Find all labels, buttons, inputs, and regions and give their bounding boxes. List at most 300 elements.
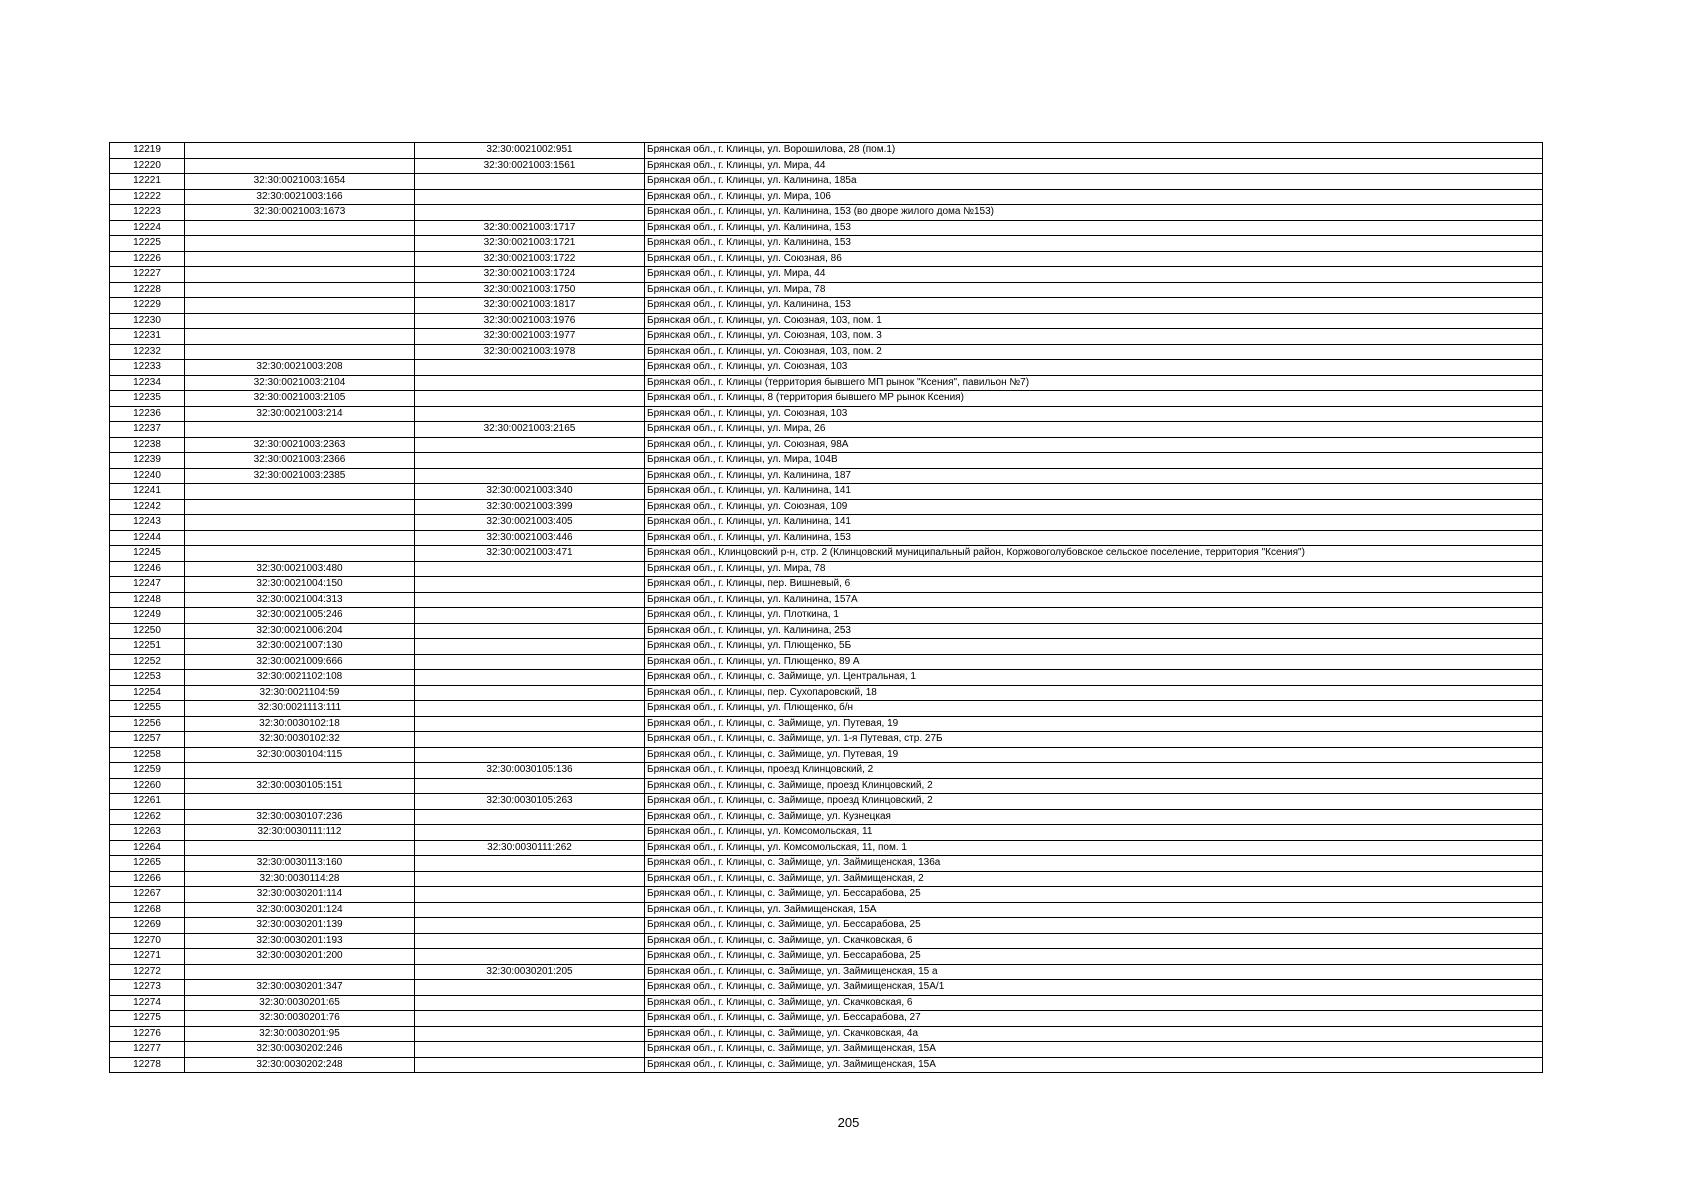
row-number-cell: 12250 [110,623,185,639]
table-row [110,732,1543,748]
row-number-cell: 12276 [110,1026,185,1042]
row-number-cell: 12246 [110,561,185,577]
table-row [110,778,1543,794]
premises-cadastral-number-cell [415,360,645,376]
table-row [110,639,1543,655]
cadastral-number-cell: 32:30:0030104:115 [185,747,415,763]
premises-cadastral-number-cell [415,1011,645,1027]
table-row [110,205,1543,221]
row-number-cell: 12236 [110,406,185,422]
cadastral-number-cell: 32:30:0030102:18 [185,716,415,732]
cadastral-number-cell [185,158,415,174]
premises-cadastral-number-cell: 32:30:0021003:1977 [415,329,645,345]
premises-cadastral-number-cell [415,933,645,949]
cadastral-number-cell [185,763,415,779]
row-number-cell: 12237 [110,422,185,438]
premises-cadastral-number-cell: 32:30:0021003:1724 [415,267,645,283]
table-row [110,794,1543,810]
address-cell: Брянская обл., г. Клинцы, пер. Сухопаровский, 18 [645,685,1543,701]
table-row [110,871,1543,887]
premises-cadastral-number-cell [415,856,645,872]
row-number-cell: 12258 [110,747,185,763]
table-row [110,840,1543,856]
table-row [110,515,1543,531]
table-row [110,391,1543,407]
table-row [110,267,1543,283]
address-cell: Брянская обл., г. Клинцы, с. Займище, ул. Бессарабова, 25 [645,918,1543,934]
address-cell: Брянская обл., г. Клинцы, ул. Союзная, 98А [645,437,1543,453]
cadastral-number-cell: 32:30:0021003:214 [185,406,415,422]
row-number-cell: 12270 [110,933,185,949]
row-number-cell: 12224 [110,220,185,236]
premises-cadastral-number-cell [415,189,645,205]
row-number-cell: 12235 [110,391,185,407]
premises-cadastral-number-cell [415,732,645,748]
table-row [110,561,1543,577]
address-cell: Брянская обл., г. Клинцы, с. Займище, ул. Займищенская, 15А/1 [645,980,1543,996]
premises-cadastral-number-cell [415,716,645,732]
premises-cadastral-number-cell [415,174,645,190]
table-row [110,236,1543,252]
cadastral-number-cell: 32:30:0030102:32 [185,732,415,748]
row-number-cell: 12222 [110,189,185,205]
address-cell: Брянская обл., г. Клинцы, ул. Союзная, 109 [645,499,1543,515]
premises-cadastral-number-cell: 32:30:0021003:1817 [415,298,645,314]
row-number-cell: 12269 [110,918,185,934]
address-cell: Брянская обл., г. Клинцы, ул. Калинина, 153 [645,236,1543,252]
table-row [110,313,1543,329]
row-number-cell: 12239 [110,453,185,469]
address-cell: Брянская обл., г. Клинцы, ул. Мира, 44 [645,158,1543,174]
premises-cadastral-number-cell [415,639,645,655]
premises-cadastral-number-cell [415,437,645,453]
address-cell: Брянская обл., г. Клинцы, ул. Калинина, 187 [645,468,1543,484]
premises-cadastral-number-cell: 32:30:0021003:1976 [415,313,645,329]
table-row [110,375,1543,391]
table-row [110,856,1543,872]
address-cell: Брянская обл., г. Клинцы, с. Займище, ул. Займищенская, 15 а [645,964,1543,980]
address-cell: Брянская обл., Клинцовский р-н, стр. 2 (Клинцовский муниципальный район, Коржовоголубовское сельское поселение, территория "Ксения") [645,546,1543,562]
table-row [110,1011,1543,1027]
row-number-cell: 12242 [110,499,185,515]
address-cell: Брянская обл., г. Клинцы, с. Займище, ул. Скачковская, 6 [645,995,1543,1011]
premises-cadastral-number-cell [415,685,645,701]
cadastral-number-cell: 32:30:0021004:150 [185,577,415,593]
table-row [110,577,1543,593]
premises-cadastral-number-cell [415,391,645,407]
table-row [110,1057,1543,1073]
table-row [110,546,1543,562]
cadastral-number-cell: 32:30:0030111:112 [185,825,415,841]
table-row [110,763,1543,779]
cadastral-number-cell: 32:30:0021003:2105 [185,391,415,407]
table-row [110,592,1543,608]
address-cell: Брянская обл., г. Клинцы, ул. Мира, 106 [645,189,1543,205]
premises-cadastral-number-cell [415,670,645,686]
premises-cadastral-number-cell [415,980,645,996]
row-number-cell: 12245 [110,546,185,562]
address-cell: Брянская обл., г. Клинцы, ул. Комсомольская, 11, пом. 1 [645,840,1543,856]
address-cell: Брянская обл., г. Клинцы, с. Займище, ул. Центральная, 1 [645,670,1543,686]
row-number-cell: 12243 [110,515,185,531]
table-row [110,995,1543,1011]
address-cell: Брянская обл., г. Клинцы, ул. Мира, 78 [645,561,1543,577]
row-number-cell: 12272 [110,964,185,980]
address-cell: Брянская обл., г. Клинцы, ул. Плоткина, 1 [645,608,1543,624]
address-cell: Брянская обл., г. Клинцы, ул. Займищенская, 15А [645,902,1543,918]
premises-cadastral-number-cell: 32:30:0021003:446 [415,530,645,546]
cadastral-number-cell [185,344,415,360]
row-number-cell: 12260 [110,778,185,794]
table-row [110,143,1543,159]
row-number-cell: 12240 [110,468,185,484]
cadastral-number-cell [185,530,415,546]
premises-cadastral-number-cell [415,561,645,577]
cadastral-number-cell [185,282,415,298]
row-number-cell: 12267 [110,887,185,903]
address-cell: Брянская обл., г. Клинцы, ул. Союзная, 103 [645,406,1543,422]
address-cell: Брянская обл., г. Клинцы, ул. Союзная, 103, пом. 2 [645,344,1543,360]
cadastral-number-cell [185,964,415,980]
cadastral-number-cell [185,840,415,856]
premises-cadastral-number-cell: 32:30:0021003:1721 [415,236,645,252]
row-number-cell: 12255 [110,701,185,717]
table-row [110,809,1543,825]
cadastral-number-cell: 32:30:0030107:236 [185,809,415,825]
address-cell: Брянская обл., г. Клинцы, ул. Мира, 26 [645,422,1543,438]
premises-cadastral-number-cell: 32:30:0030111:262 [415,840,645,856]
table-row [110,406,1543,422]
cadastral-number-cell: 32:30:0021003:208 [185,360,415,376]
premises-cadastral-number-cell: 32:30:0021003:405 [415,515,645,531]
address-cell: Брянская обл., г. Клинцы, с. Займище, ул. Кузнецкая [645,809,1543,825]
cadastral-number-cell [185,298,415,314]
row-number-cell: 12241 [110,484,185,500]
premises-cadastral-number-cell [415,995,645,1011]
premises-cadastral-number-cell [415,871,645,887]
table-row [110,437,1543,453]
table-row [110,344,1543,360]
premises-cadastral-number-cell: 32:30:0021003:340 [415,484,645,500]
cadastral-number-cell [185,220,415,236]
premises-cadastral-number-cell: 32:30:0030105:136 [415,763,645,779]
address-cell: Брянская обл., г. Клинцы, с. Займище, ул. Путевая, 19 [645,716,1543,732]
table-row [110,189,1543,205]
address-cell: Брянская обл., г. Клинцы, 8 (территория бывшего МР рынок Ксения) [645,391,1543,407]
table-row [110,158,1543,174]
table-row [110,825,1543,841]
address-cell: Брянская обл., г. Клинцы, с. Займище, ул. Займищенская, 15А [645,1057,1543,1073]
premises-cadastral-number-cell [415,1026,645,1042]
premises-cadastral-number-cell [415,623,645,639]
premises-cadastral-number-cell [415,608,645,624]
row-number-cell: 12228 [110,282,185,298]
row-number-cell: 12266 [110,871,185,887]
address-cell: Брянская обл., г. Клинцы, ул. Калинина, 153 [645,220,1543,236]
address-cell: Брянская обл., г. Клинцы, ул. Плющенко, 5Б [645,639,1543,655]
premises-cadastral-number-cell [415,887,645,903]
premises-cadastral-number-cell: 32:30:0021003:1717 [415,220,645,236]
cadastral-number-cell: 32:30:0021004:313 [185,592,415,608]
premises-cadastral-number-cell [415,406,645,422]
premises-cadastral-number-cell: 32:30:0021003:1750 [415,282,645,298]
address-cell: Брянская обл., г. Клинцы, ул. Калинина, 253 [645,623,1543,639]
cadastral-number-cell: 32:30:0021003:2104 [185,375,415,391]
address-cell: Брянская обл., г. Клинцы, с. Займище, ул. Скачковская, 4а [645,1026,1543,1042]
table-row [110,964,1543,980]
row-number-cell: 12257 [110,732,185,748]
premises-cadastral-number-cell [415,654,645,670]
cadastral-number-cell: 32:30:0021104:59 [185,685,415,701]
row-number-cell: 12229 [110,298,185,314]
table-row [110,1026,1543,1042]
row-number-cell: 12219 [110,143,185,159]
address-cell: Брянская обл., г. Клинцы, с. Займище, ул. Путевая, 19 [645,747,1543,763]
cadastral-number-cell [185,515,415,531]
premises-cadastral-number-cell [415,949,645,965]
cadastral-number-cell [185,267,415,283]
cadastral-number-cell: 32:30:0021003:1673 [185,205,415,221]
table-row [110,174,1543,190]
table-row [110,949,1543,965]
address-cell: Брянская обл., г. Клинцы, ул. Плющенко, 89 А [645,654,1543,670]
table-row [110,499,1543,515]
cadastral-number-cell: 32:30:0030201:200 [185,949,415,965]
table-row [110,918,1543,934]
row-number-cell: 12221 [110,174,185,190]
premises-cadastral-number-cell: 32:30:0021002:951 [415,143,645,159]
cadastral-number-cell: 32:30:0030113:160 [185,856,415,872]
table-row [110,887,1543,903]
row-number-cell: 12249 [110,608,185,624]
row-number-cell: 12248 [110,592,185,608]
cadastral-number-cell [185,794,415,810]
cadastral-number-cell: 32:30:0021003:2385 [185,468,415,484]
premises-cadastral-number-cell: 32:30:0021003:399 [415,499,645,515]
table-row [110,220,1543,236]
address-cell: Брянская обл., г. Клинцы, с. Займище, ул. Бессарабова, 25 [645,949,1543,965]
address-cell: Брянская обл., г. Клинцы, ул. Союзная, 103, пом. 3 [645,329,1543,345]
row-number-cell: 12223 [110,205,185,221]
address-cell: Брянская обл., г. Клинцы, ул. Калинина, 141 [645,484,1543,500]
row-number-cell: 12230 [110,313,185,329]
table-row [110,701,1543,717]
address-cell: Брянская обл., г. Клинцы, с. Займище, ул. Бессарабова, 27 [645,1011,1543,1027]
premises-cadastral-number-cell [415,809,645,825]
premises-cadastral-number-cell [415,577,645,593]
cadastral-number-cell: 32:30:0021102:108 [185,670,415,686]
row-number-cell: 12220 [110,158,185,174]
cadastral-number-cell [185,499,415,515]
cadastral-number-cell: 32:30:0030202:248 [185,1057,415,1073]
cadastral-number-cell [185,236,415,252]
address-cell: Брянская обл., г. Клинцы, с. Займище, ул. Займищенская, 136а [645,856,1543,872]
row-number-cell: 12259 [110,763,185,779]
address-cell: Брянская обл., г. Клинцы, с. Займище, ул. Займищенская, 15А [645,1042,1543,1058]
row-number-cell: 12247 [110,577,185,593]
address-cell: Брянская обл., г. Клинцы, ул. Союзная, 86 [645,251,1543,267]
premises-cadastral-number-cell [415,701,645,717]
address-cell: Брянская обл., г. Клинцы, с. Займище, ул. Скачковская, 6 [645,933,1543,949]
premises-cadastral-number-cell: 32:30:0021003:1978 [415,344,645,360]
table-row [110,608,1543,624]
premises-cadastral-number-cell [415,205,645,221]
cadastral-number-cell: 32:30:0030201:65 [185,995,415,1011]
cadastral-number-cell: 32:30:0021009:666 [185,654,415,670]
premises-cadastral-number-cell: 32:30:0021003:1561 [415,158,645,174]
cadastral-number-cell: 32:30:0030114:28 [185,871,415,887]
table-row [110,902,1543,918]
cadastral-number-cell [185,329,415,345]
table-row [110,670,1543,686]
row-number-cell: 12262 [110,809,185,825]
premises-cadastral-number-cell [415,468,645,484]
table-row [110,933,1543,949]
table-row [110,360,1543,376]
row-number-cell: 12254 [110,685,185,701]
cadastral-number-cell: 32:30:0021005:246 [185,608,415,624]
table-row [110,329,1543,345]
table-row [110,716,1543,732]
row-number-cell: 12238 [110,437,185,453]
address-cell: Брянская обл., г. Клинцы, ул. Мира, 44 [645,267,1543,283]
cadastral-number-cell: 32:30:0021003:2363 [185,437,415,453]
address-cell: Брянская обл., г. Клинцы, ул. Калинина, 141 [645,515,1543,531]
premises-cadastral-number-cell: 32:30:0030201:205 [415,964,645,980]
row-number-cell: 12264 [110,840,185,856]
table-row [110,654,1543,670]
row-number-cell: 12256 [110,716,185,732]
table-row [110,747,1543,763]
table-row [110,282,1543,298]
table-row [110,251,1543,267]
table-row [110,980,1543,996]
row-number-cell: 12278 [110,1057,185,1073]
address-cell: Брянская обл., г. Клинцы, ул. Калинина, 153 [645,298,1543,314]
address-cell: Брянская обл., г. Клинцы, ул. Калинина, 157А [645,592,1543,608]
premises-cadastral-number-cell [415,918,645,934]
cadastral-number-cell [185,143,415,159]
address-cell: Брянская обл., г. Клинцы (территория бывшего МП рынок "Ксения", павильон №7) [645,375,1543,391]
address-cell: Брянская обл., г. Клинцы, ул. Мира, 78 [645,282,1543,298]
address-cell: Брянская обл., г. Клинцы, с. Займище, ул. Займищенская, 2 [645,871,1543,887]
address-cell: Брянская обл., г. Клинцы, с. Займище, ул. Бессарабова, 25 [645,887,1543,903]
row-number-cell: 12271 [110,949,185,965]
row-number-cell: 12227 [110,267,185,283]
address-cell: Брянская обл., г. Клинцы, ул. Плющенко, б/н [645,701,1543,717]
row-number-cell: 12226 [110,251,185,267]
address-cell: Брянская обл., г. Клинцы, ул. Калинина, 185а [645,174,1543,190]
cadastral-number-cell [185,546,415,562]
row-number-cell: 12277 [110,1042,185,1058]
cadastral-number-cell: 32:30:0021003:166 [185,189,415,205]
premises-cadastral-number-cell: 32:30:0030105:263 [415,794,645,810]
table-row [110,298,1543,314]
table-row [110,623,1543,639]
address-cell: Брянская обл., г. Клинцы, пер. Вишневый, 6 [645,577,1543,593]
premises-cadastral-number-cell [415,375,645,391]
row-number-cell: 12273 [110,980,185,996]
row-number-cell: 12231 [110,329,185,345]
address-cell: Брянская обл., г. Клинцы, ул. Калинина, 153 (во дворе жилого дома №153) [645,205,1543,221]
premises-cadastral-number-cell [415,1042,645,1058]
cadastral-number-cell [185,313,415,329]
address-cell: Брянская обл., г. Клинцы, с. Займище, проезд Клинцовский, 2 [645,794,1543,810]
premises-cadastral-number-cell [415,825,645,841]
cadastral-number-cell: 32:30:0021007:130 [185,639,415,655]
table-row [110,468,1543,484]
row-number-cell: 12265 [110,856,185,872]
premises-cadastral-number-cell [415,592,645,608]
address-cell: Брянская обл., г. Клинцы, проезд Клинцовский, 2 [645,763,1543,779]
premises-cadastral-number-cell: 32:30:0021003:471 [415,546,645,562]
cadastral-number-cell: 32:30:0030201:114 [185,887,415,903]
cadastral-number-cell: 32:30:0030201:139 [185,918,415,934]
premises-cadastral-number-cell: 32:30:0021003:1722 [415,251,645,267]
cadastral-number-cell [185,422,415,438]
table-row [110,685,1543,701]
cadastral-number-cell: 32:30:0030105:151 [185,778,415,794]
address-cell: Брянская обл., г. Клинцы, ул. Калинина, 153 [645,530,1543,546]
address-cell: Брянская обл., г. Клинцы, ул. Комсомольская, 11 [645,825,1543,841]
address-cell: Брянская обл., г. Клинцы, ул. Союзная, 103, пом. 1 [645,313,1543,329]
row-number-cell: 12275 [110,1011,185,1027]
row-number-cell: 12252 [110,654,185,670]
premises-cadastral-number-cell [415,902,645,918]
cadastral-number-cell: 32:30:0021003:2366 [185,453,415,469]
table-row [110,453,1543,469]
address-cell: Брянская обл., г. Клинцы, ул. Союзная, 103 [645,360,1543,376]
cadastral-number-cell: 32:30:0030202:246 [185,1042,415,1058]
registry-table-body [110,143,1543,1073]
page-number: 205 [837,1115,860,1130]
premises-cadastral-number-cell [415,747,645,763]
row-number-cell: 12251 [110,639,185,655]
address-cell: Брянская обл., г. Клинцы, с. Займище, ул. 1-я Путевая, стр. 27Б [645,732,1543,748]
premises-cadastral-number-cell: 32:30:0021003:2165 [415,422,645,438]
premises-cadastral-number-cell [415,453,645,469]
row-number-cell: 12268 [110,902,185,918]
table-row [110,484,1543,500]
table-row [110,530,1543,546]
row-number-cell: 12234 [110,375,185,391]
registry-table [109,142,1543,1073]
cadastral-number-cell: 32:30:0030201:193 [185,933,415,949]
address-cell: Брянская обл., г. Клинцы, ул. Ворошилова, 28 (пом.1) [645,143,1543,159]
cadastral-number-cell: 32:30:0021006:204 [185,623,415,639]
row-number-cell: 12274 [110,995,185,1011]
cadastral-number-cell [185,251,415,267]
cadastral-number-cell: 32:30:0021003:1654 [185,174,415,190]
cadastral-number-cell: 32:30:0021003:480 [185,561,415,577]
premises-cadastral-number-cell [415,1057,645,1073]
row-number-cell: 12225 [110,236,185,252]
row-number-cell: 12244 [110,530,185,546]
cadastral-number-cell [185,484,415,500]
row-number-cell: 12232 [110,344,185,360]
row-number-cell: 12261 [110,794,185,810]
premises-cadastral-number-cell [415,778,645,794]
cadastral-number-cell: 32:30:0030201:76 [185,1011,415,1027]
cadastral-number-cell: 32:30:0030201:124 [185,902,415,918]
row-number-cell: 12233 [110,360,185,376]
table-row [110,1042,1543,1058]
row-number-cell: 12263 [110,825,185,841]
row-number-cell: 12253 [110,670,185,686]
address-cell: Брянская обл., г. Клинцы, ул. Мира, 104В [645,453,1543,469]
cadastral-number-cell: 32:30:0021113:111 [185,701,415,717]
table-row [110,422,1543,438]
